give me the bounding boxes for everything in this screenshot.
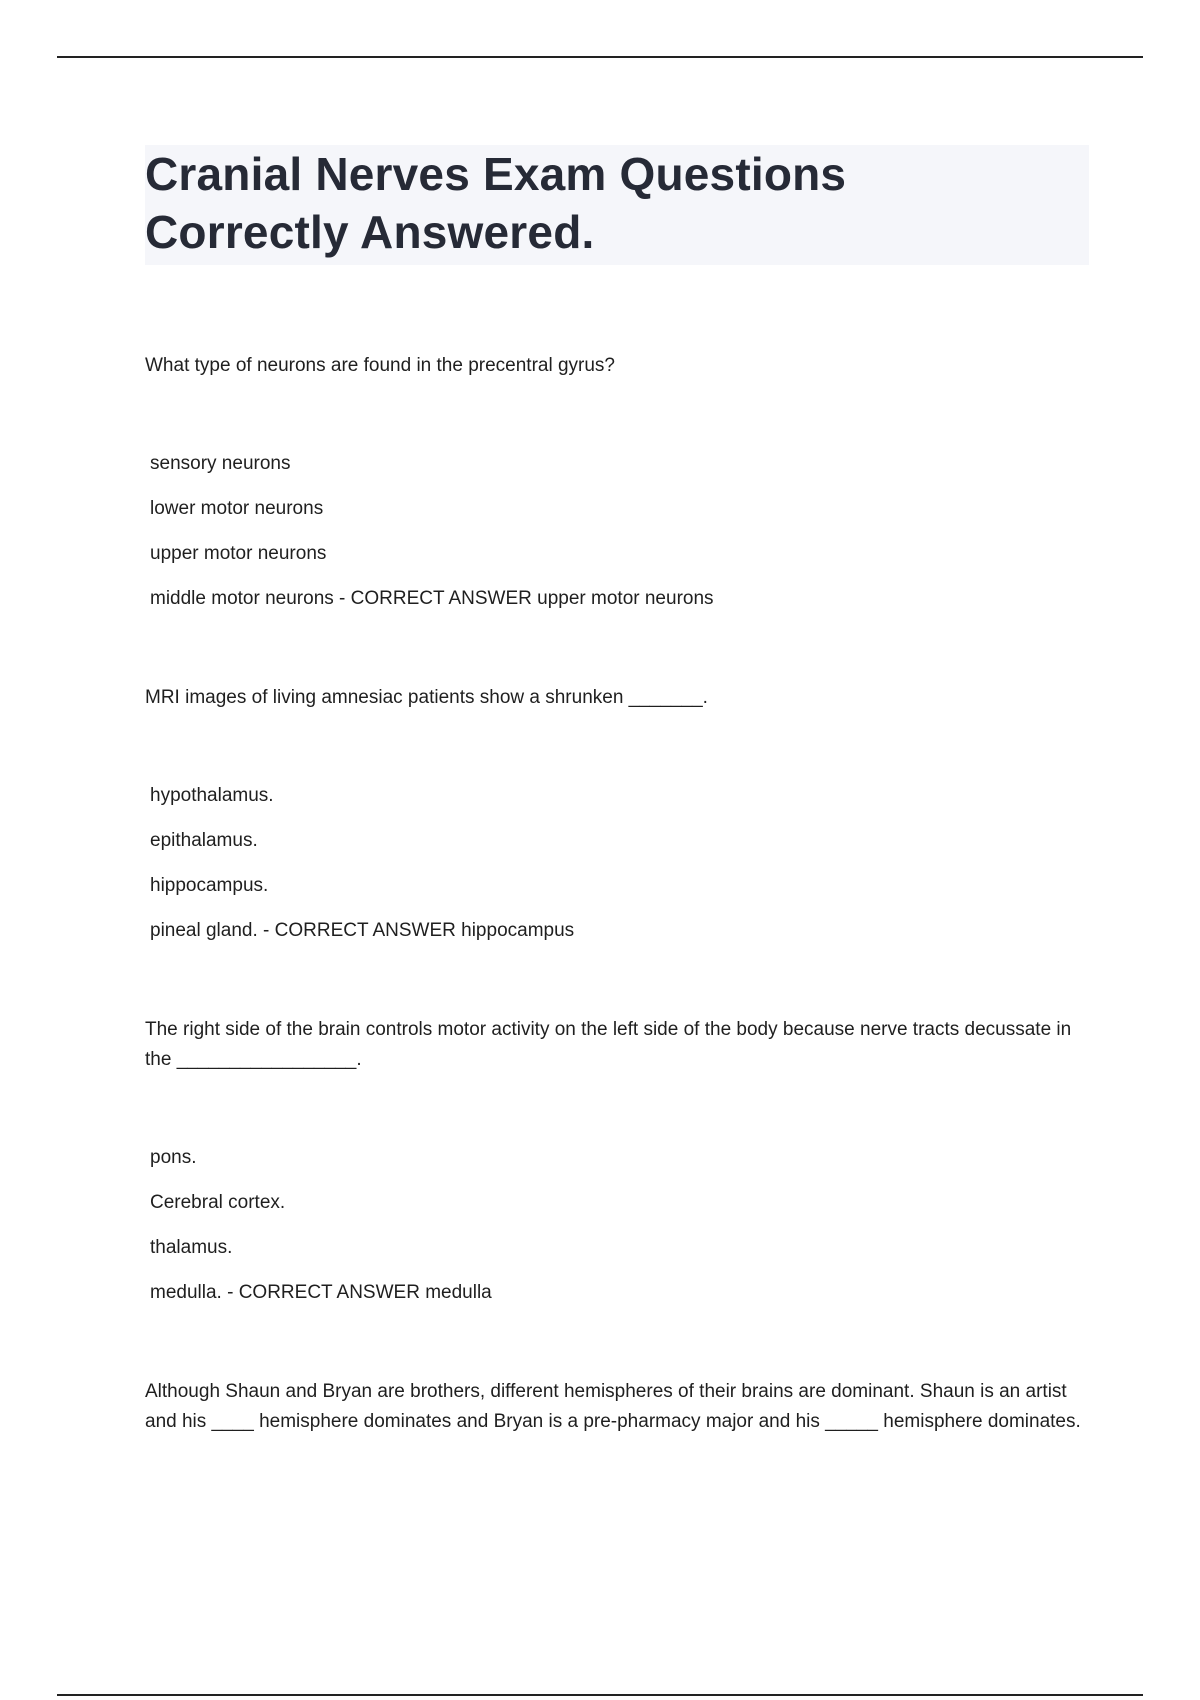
answer-option-with-correct-answer: medulla. - CORRECT ANSWER medulla xyxy=(150,1282,492,1303)
answer-option: upper motor neurons xyxy=(150,543,327,564)
question-text: What type of neurons are found in the precentral gyrus? xyxy=(145,355,615,376)
answer-option: pons. xyxy=(150,1147,197,1168)
answer-option: hippocampus. xyxy=(150,875,269,896)
answer-options xyxy=(145,1135,1089,1315)
question-text: The right side of the brain controls motor activity on the left side of the body because nerve tracts decussate in the _________________. xyxy=(145,1019,1072,1070)
answer-options xyxy=(145,773,1089,953)
question-text: Although Shaun and Bryan are brothers, different hemispheres of their brains are dominant. Shaun is an artist and his ____ hemisphere dominates and Bryan is a pre-pharmacy major and his _____ hemisphere dominates. xyxy=(145,1381,1081,1432)
footer-rule xyxy=(57,1694,1143,1696)
answer-option-with-correct-answer: pineal gland. - CORRECT ANSWER hippocampus xyxy=(150,920,575,941)
answer-option-with-correct-answer: middle motor neurons - CORRECT ANSWER upper motor neurons xyxy=(150,588,714,609)
answer-options xyxy=(145,441,1089,621)
question-block xyxy=(145,1015,1089,1315)
question-block xyxy=(145,683,1089,953)
question-block xyxy=(145,351,1089,621)
title-block xyxy=(145,145,1089,265)
answer-option: sensory neurons xyxy=(150,453,291,474)
header-rule xyxy=(57,56,1143,58)
document-body xyxy=(145,145,1089,1499)
title-line-2: Correctly Answered. xyxy=(145,206,595,258)
document-title xyxy=(145,145,1079,261)
answer-option: thalamus. xyxy=(150,1237,233,1258)
answer-option: epithalamus. xyxy=(150,830,258,851)
answer-option: Cerebral cortex. xyxy=(150,1192,286,1213)
question-block xyxy=(145,1377,1089,1437)
title-line-1: Cranial Nerves Exam Questions xyxy=(145,148,847,200)
question-list xyxy=(145,351,1089,1437)
question-text: MRI images of living amnesiac patients show a shrunken _______. xyxy=(145,687,708,708)
answer-option: lower motor neurons xyxy=(150,498,324,519)
answer-option: hypothalamus. xyxy=(150,785,274,806)
